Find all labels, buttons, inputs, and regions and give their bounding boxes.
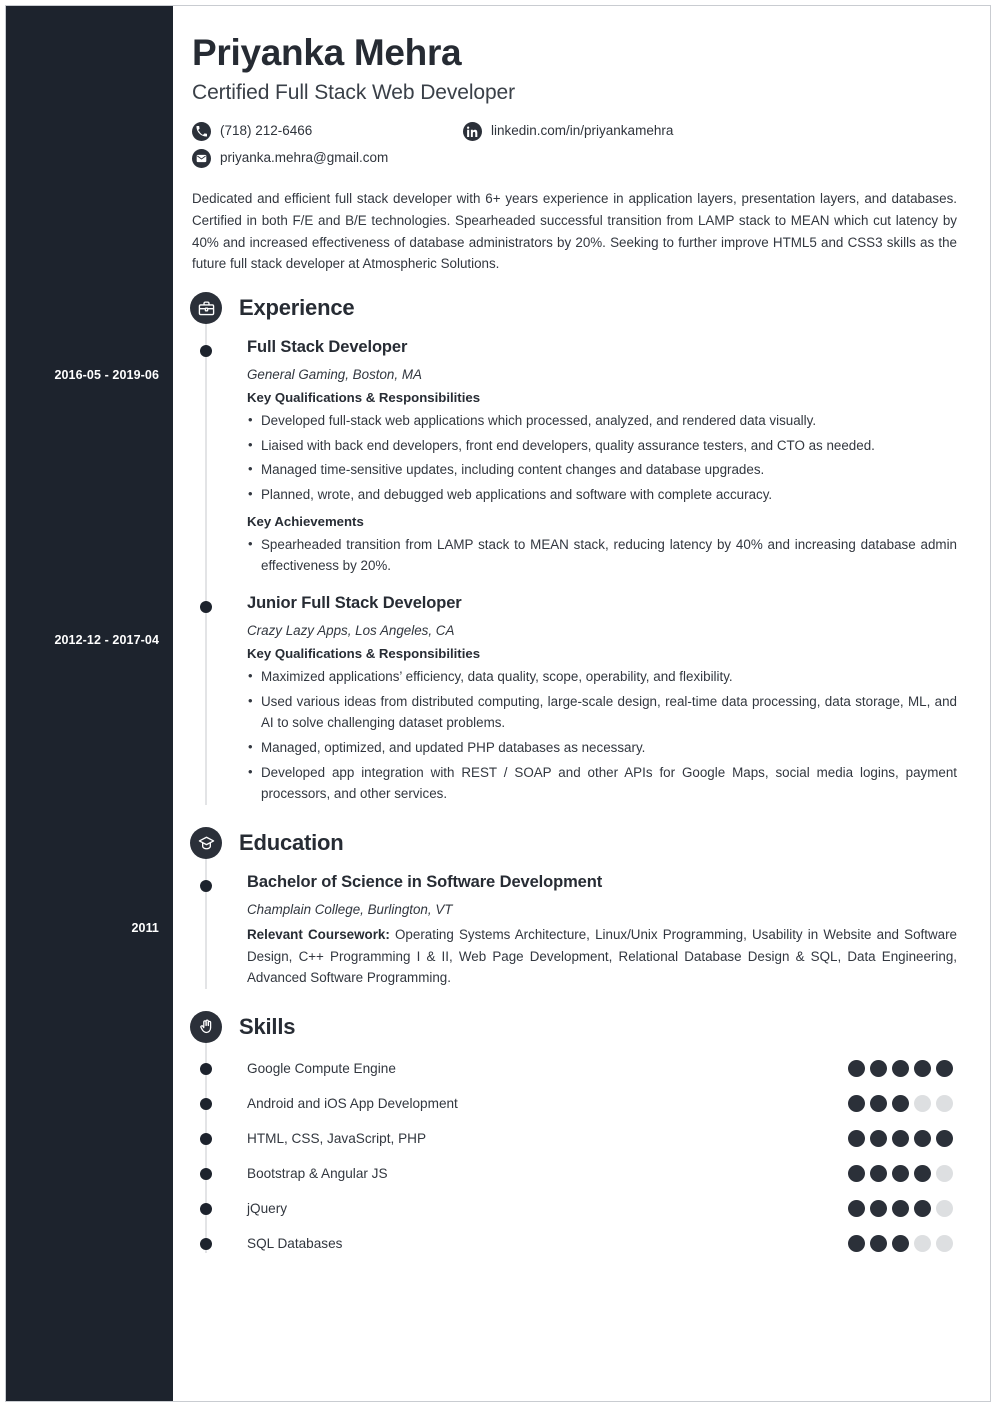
skill-label: Android and iOS App Development: [247, 1096, 458, 1112]
sidebar-date-education-1: 2011: [131, 921, 159, 935]
skill-row: [192, 1165, 957, 1183]
experience-company: General Gaming, Boston, MA: [247, 366, 422, 382]
professional-summary: Dedicated and efficient full stack developer with 6+ years experience in application layers, presentation layers, and databases. Certified in both F/E and B/E technologies. Spearheaded successful transition from LAMP stack to MEAN which cut latency by 40% and increased effectiveness of database administrators by 20%. Seeking to further improve HTML5 and CSS3 skills as the future full stack developer at Atmospheric Solutions.: [192, 191, 957, 272]
skill-rating: [848, 1095, 957, 1112]
rating-dot-empty: [914, 1235, 931, 1252]
phone-icon: [192, 122, 211, 141]
timeline-dot: [200, 1098, 212, 1110]
rating-dot-filled: [892, 1095, 909, 1112]
skill-row: [192, 1235, 957, 1253]
rating-dot-filled: [892, 1165, 909, 1182]
skill-row: [192, 1060, 957, 1078]
timeline-dot: [200, 601, 212, 613]
sidebar-date-experience-2: 2012-12 - 2017-04: [54, 633, 159, 647]
education-coursework: [247, 924, 957, 989]
rating-dot-filled: [848, 1130, 865, 1147]
rating-dot-filled: [892, 1130, 909, 1147]
skill-row: [192, 1095, 957, 1113]
linkedin-icon: [463, 122, 482, 141]
skill-label: jQuery: [247, 1201, 288, 1217]
sidebar-date-experience-1: 2016-05 - 2019-06: [54, 368, 159, 382]
rating-dot-filled: [892, 1200, 909, 1217]
skill-label: Bootstrap & Angular JS: [247, 1166, 388, 1182]
contact-row-2: [192, 149, 957, 168]
list-item: • Spearheaded transition from LAMP stack to MEAN stack, reducing latency by 40% and increasing database admin effectiveness by 20%.: [247, 534, 957, 577]
rating-dot-filled: [848, 1200, 865, 1217]
contact-linkedin[interactable]: [463, 122, 673, 141]
rating-dot-empty: [914, 1095, 931, 1112]
resume-header: [192, 33, 957, 275]
email-icon: [192, 149, 211, 168]
section-title-education: Education: [239, 830, 344, 856]
briefcase-icon: [190, 292, 222, 324]
skill-rating: [848, 1200, 957, 1217]
rating-dot-filled: [870, 1165, 887, 1182]
rating-dot-filled: [870, 1200, 887, 1217]
hand-gesture-icon: [190, 1011, 222, 1043]
professional-title: Certified Full Stack Web Developer: [192, 81, 516, 105]
graduation-cap-icon: [190, 827, 222, 859]
section-header-experience: [192, 292, 957, 324]
timeline-dot: [200, 1203, 212, 1215]
contact-email-text: priyanka.mehra@gmail.com: [220, 150, 389, 166]
education-coursework-label: Relevant Coursework:: [247, 926, 390, 942]
page-title: Priyanka Mehra: [192, 32, 462, 73]
experience-company: Crazy Lazy Apps, Los Angeles, CA: [247, 622, 455, 638]
experience-job-title: Junior Full Stack Developer: [247, 594, 462, 613]
section-title-skills: Skills: [239, 1013, 296, 1039]
contact-row-1: [192, 122, 957, 141]
rating-dot-filled: [870, 1235, 887, 1252]
list-item: • Developed app integration with REST / SOAP and other APIs for Google Maps, social media logins, payment processors, and other services.: [247, 762, 957, 805]
list-item: • Managed, optimized, and updated PHP databases as necessary.: [247, 737, 957, 759]
skill-label: SQL Databases: [247, 1236, 343, 1252]
timeline-dot: [200, 1063, 212, 1075]
list-item: • Maximized applications’ efficiency, data quality, scope, operability, and flexibility.: [247, 666, 957, 688]
experience-bullet-list: [247, 410, 957, 506]
experience-group-label: Key Achievements: [247, 513, 364, 529]
education-coursework-text: Operating Systems Architecture, Linux/Unix Programming, Usability in Website and Software Design, C++ Programming I & II, Web Page Development, Relational Database Design & SQL, Data Engineering, Advanced Software Programming.: [247, 926, 957, 986]
rating-dot-empty: [936, 1165, 953, 1182]
contact-phone[interactable]: [192, 122, 463, 141]
experience-job-title: Full Stack Developer: [247, 338, 408, 357]
timeline-dot: [200, 345, 212, 357]
rating-dot-filled: [914, 1200, 931, 1217]
section-experience: [192, 292, 957, 805]
sidebar-date-column: [6, 6, 173, 1401]
list-item: • Developed full-stack web applications which processed, analyzed, and rendered data visually.: [247, 410, 957, 432]
resume-main-column: [173, 6, 990, 1401]
timeline-dot: [200, 1238, 212, 1250]
education-degree: Bachelor of Science in Software Development: [247, 873, 603, 892]
resume-sheet: [5, 5, 991, 1402]
rating-dot-filled: [892, 1060, 909, 1077]
rating-dot-filled: [848, 1095, 865, 1112]
rating-dot-filled: [936, 1130, 953, 1147]
experience-bullet-list: [247, 666, 957, 805]
timeline-dot: [200, 880, 212, 892]
list-item: • Liaised with back end developers, front end developers, quality assurance testers, and CTO as needed.: [247, 435, 957, 457]
rating-dot-filled: [848, 1060, 865, 1077]
timeline-dot: [200, 1168, 212, 1180]
rating-dot-filled: [848, 1235, 865, 1252]
rating-dot-filled: [870, 1095, 887, 1112]
skill-label: Google Compute Engine: [247, 1061, 396, 1077]
rating-dot-filled: [870, 1060, 887, 1077]
skill-rating: [848, 1130, 957, 1147]
skill-row: [192, 1130, 957, 1148]
education-entry: [192, 873, 957, 989]
section-header-education: [192, 827, 957, 859]
section-skills: [192, 1011, 957, 1253]
rating-dot-filled: [870, 1130, 887, 1147]
rating-dot-empty: [936, 1235, 953, 1252]
section-title-experience: Experience: [239, 295, 355, 321]
contact-email[interactable]: [192, 149, 463, 168]
list-item: • Used various ideas from distributed computing, large-scale design, real-time data processing, data storage, ML, and AI to solve challenging dataset problems.: [247, 691, 957, 734]
contact-phone-text: (718) 212-6466: [220, 123, 313, 139]
skill-rating: [848, 1235, 957, 1252]
experience-group-label: Key Qualifications & Responsibilities: [247, 645, 481, 661]
section-header-skills: [192, 1011, 957, 1043]
rating-dot-filled: [914, 1165, 931, 1182]
experience-achievement-list: [247, 534, 957, 577]
rating-dot-filled: [892, 1235, 909, 1252]
rating-dot-empty: [936, 1095, 953, 1112]
contact-block: [192, 122, 957, 168]
rating-dot-filled: [936, 1060, 953, 1077]
experience-entry: [192, 594, 957, 805]
contact-linkedin-text: linkedin.com/in/priyankamehra: [491, 123, 674, 139]
education-school: Champlain College, Burlington, VT: [247, 901, 453, 917]
rating-dot-empty: [936, 1200, 953, 1217]
rating-dot-filled: [914, 1130, 931, 1147]
skill-rating: [848, 1165, 957, 1182]
rating-dot-filled: [914, 1060, 931, 1077]
timeline-dot: [200, 1133, 212, 1145]
skill-rating: [848, 1060, 957, 1077]
skill-row: [192, 1200, 957, 1218]
rating-dot-filled: [848, 1165, 865, 1182]
skill-label: HTML, CSS, JavaScript, PHP: [247, 1131, 427, 1147]
section-education: [192, 827, 957, 989]
list-item: • Managed time-sensitive updates, including content changes and database upgrades.: [247, 459, 957, 481]
experience-group-label: Key Qualifications & Responsibilities: [247, 389, 481, 405]
list-item: • Planned, wrote, and debugged web applications and software with complete accuracy.: [247, 484, 957, 506]
experience-entry: [192, 338, 957, 577]
